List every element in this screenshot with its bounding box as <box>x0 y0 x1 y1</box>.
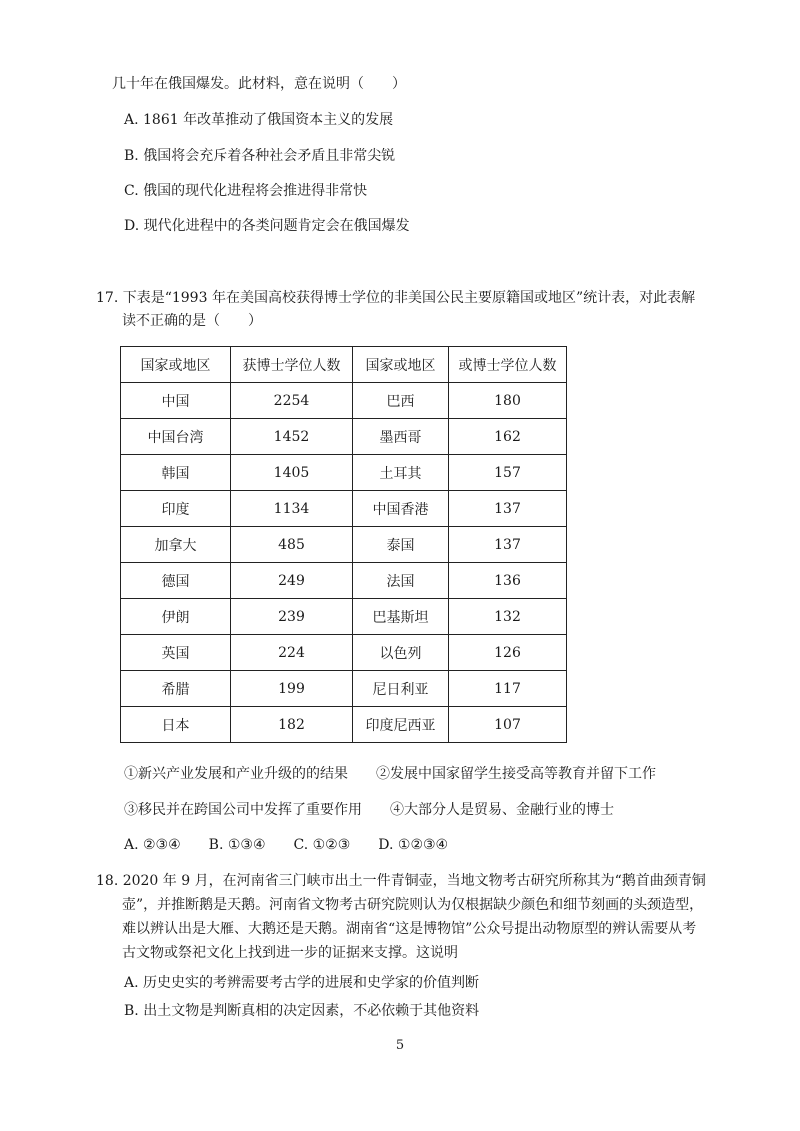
q18-stem-line3: 难以辨认出是大雁、大鹅还是天鹅。湖南省“这是博物馆”公众号提出动物原型的辨认需要从考 <box>122 921 697 937</box>
table-cell: 以色列 <box>353 635 449 671</box>
q17-statements-1-2: ①新兴产业发展和产业升级的的结果 ②发展中国家留学生接受高等教育并留下工作 <box>124 766 656 782</box>
q17-stem-line2: 读不正确的是（ ） <box>122 313 262 329</box>
header-region-1: 国家或地区 <box>121 347 231 383</box>
table-cell: 1452 <box>231 419 353 455</box>
table-cell: 墨西哥 <box>353 419 449 455</box>
table-cell: 224 <box>231 635 353 671</box>
table-row <box>121 491 567 527</box>
q18-stem-line1: 18. 2020 年 9 月，在河南省三门峡市出土一件青铜壶，当地文物考古研究所称其为“鹅首曲颈青铜 <box>96 873 706 889</box>
table-cell: 182 <box>231 707 353 743</box>
table-cell: 英国 <box>121 635 231 671</box>
table-cell: 印度尼西亚 <box>353 707 449 743</box>
table-row <box>121 599 567 635</box>
q16-option-c: C. 俄国的现代化进程将会推进得非常快 <box>124 183 368 199</box>
header-count-2: 或博士学位人数 <box>449 347 567 383</box>
q18-stem-line4: 古文物或祭祀文化上找到进一步的证据来支撑。这说明 <box>122 945 458 961</box>
table-cell: 中国香港 <box>353 491 449 527</box>
q18-stem-line2: 壶”，并推断鹅是天鹅。河南省文物考古研究院则认为仅根据缺少颜色和细节刻画的头颈造型， <box>122 897 704 913</box>
q16-option-a: A. 1861 年改革推动了俄国资本主义的发展 <box>124 112 394 128</box>
table-cell: 117 <box>449 671 567 707</box>
table-cell: 132 <box>449 599 567 635</box>
table-cell: 法国 <box>353 563 449 599</box>
table-cell: 尼日利亚 <box>353 671 449 707</box>
table-row <box>121 527 567 563</box>
table-cell: 日本 <box>121 707 231 743</box>
table-row <box>121 671 567 707</box>
header-count-1: 获博士学位人数 <box>231 347 353 383</box>
table-row <box>121 635 567 671</box>
table-cell: 韩国 <box>121 455 231 491</box>
table-cell: 107 <box>449 707 567 743</box>
table-cell: 2254 <box>231 383 353 419</box>
page-number: 5 <box>395 1038 405 1053</box>
table-cell: 加拿大 <box>121 527 231 563</box>
table-cell: 中国 <box>121 383 231 419</box>
table-cell: 157 <box>449 455 567 491</box>
table-cell: 485 <box>231 527 353 563</box>
table-cell: 希腊 <box>121 671 231 707</box>
table-cell: 德国 <box>121 563 231 599</box>
table-cell: 泰国 <box>353 527 449 563</box>
table-cell: 伊朗 <box>121 599 231 635</box>
table-cell: 180 <box>449 383 567 419</box>
table-cell: 137 <box>449 491 567 527</box>
q18-option-a: A. 历史史实的考辨需要考古学的进展和史学家的价值判断 <box>124 975 480 991</box>
q16-option-b: B. 俄国将会充斥着各种社会矛盾且非常尖锐 <box>124 148 396 164</box>
q16-stem-tail: 几十年在俄国爆发。此材料，意在说明（ ） <box>112 76 406 92</box>
table-cell: 印度 <box>121 491 231 527</box>
q18-option-b: B. 出土文物是判断真相的决定因素，不必依赖于其他资料 <box>124 1003 480 1019</box>
table-cell: 1134 <box>231 491 353 527</box>
table-cell: 1405 <box>231 455 353 491</box>
q16-option-d: D. 现代化进程中的各类问题肯定会在俄国爆发 <box>124 218 410 234</box>
table-header-row <box>121 347 567 383</box>
table-cell: 199 <box>231 671 353 707</box>
table-cell: 土耳其 <box>353 455 449 491</box>
table-cell: 中国台湾 <box>121 419 231 455</box>
header-region-2: 国家或地区 <box>353 347 449 383</box>
q17-statements-3-4: ③移民并在跨国公司中发挥了重要作用 ④大部分人是贸易、金融行业的博士 <box>124 802 614 818</box>
table-cell: 巴西 <box>353 383 449 419</box>
table-cell: 137 <box>449 527 567 563</box>
q17-answer-options: A. ②③④ B. ①③④ C. ①②③ D. ①②③④ <box>124 837 449 853</box>
phd-statistics-table <box>120 346 567 743</box>
table-row <box>121 383 567 419</box>
table-cell: 162 <box>449 419 567 455</box>
table-row <box>121 563 567 599</box>
table-cell: 239 <box>231 599 353 635</box>
table-row <box>121 707 567 743</box>
table-cell: 126 <box>449 635 567 671</box>
table-cell: 249 <box>231 563 353 599</box>
table-row <box>121 419 567 455</box>
q17-stem-line1: 17. 下表是“1993 年在美国高校获得博士学位的非美国公民主要原籍国或地区”统计表，对此表解 <box>96 290 696 306</box>
table-cell: 巴基斯坦 <box>353 599 449 635</box>
table-cell: 136 <box>449 563 567 599</box>
table-row <box>121 455 567 491</box>
